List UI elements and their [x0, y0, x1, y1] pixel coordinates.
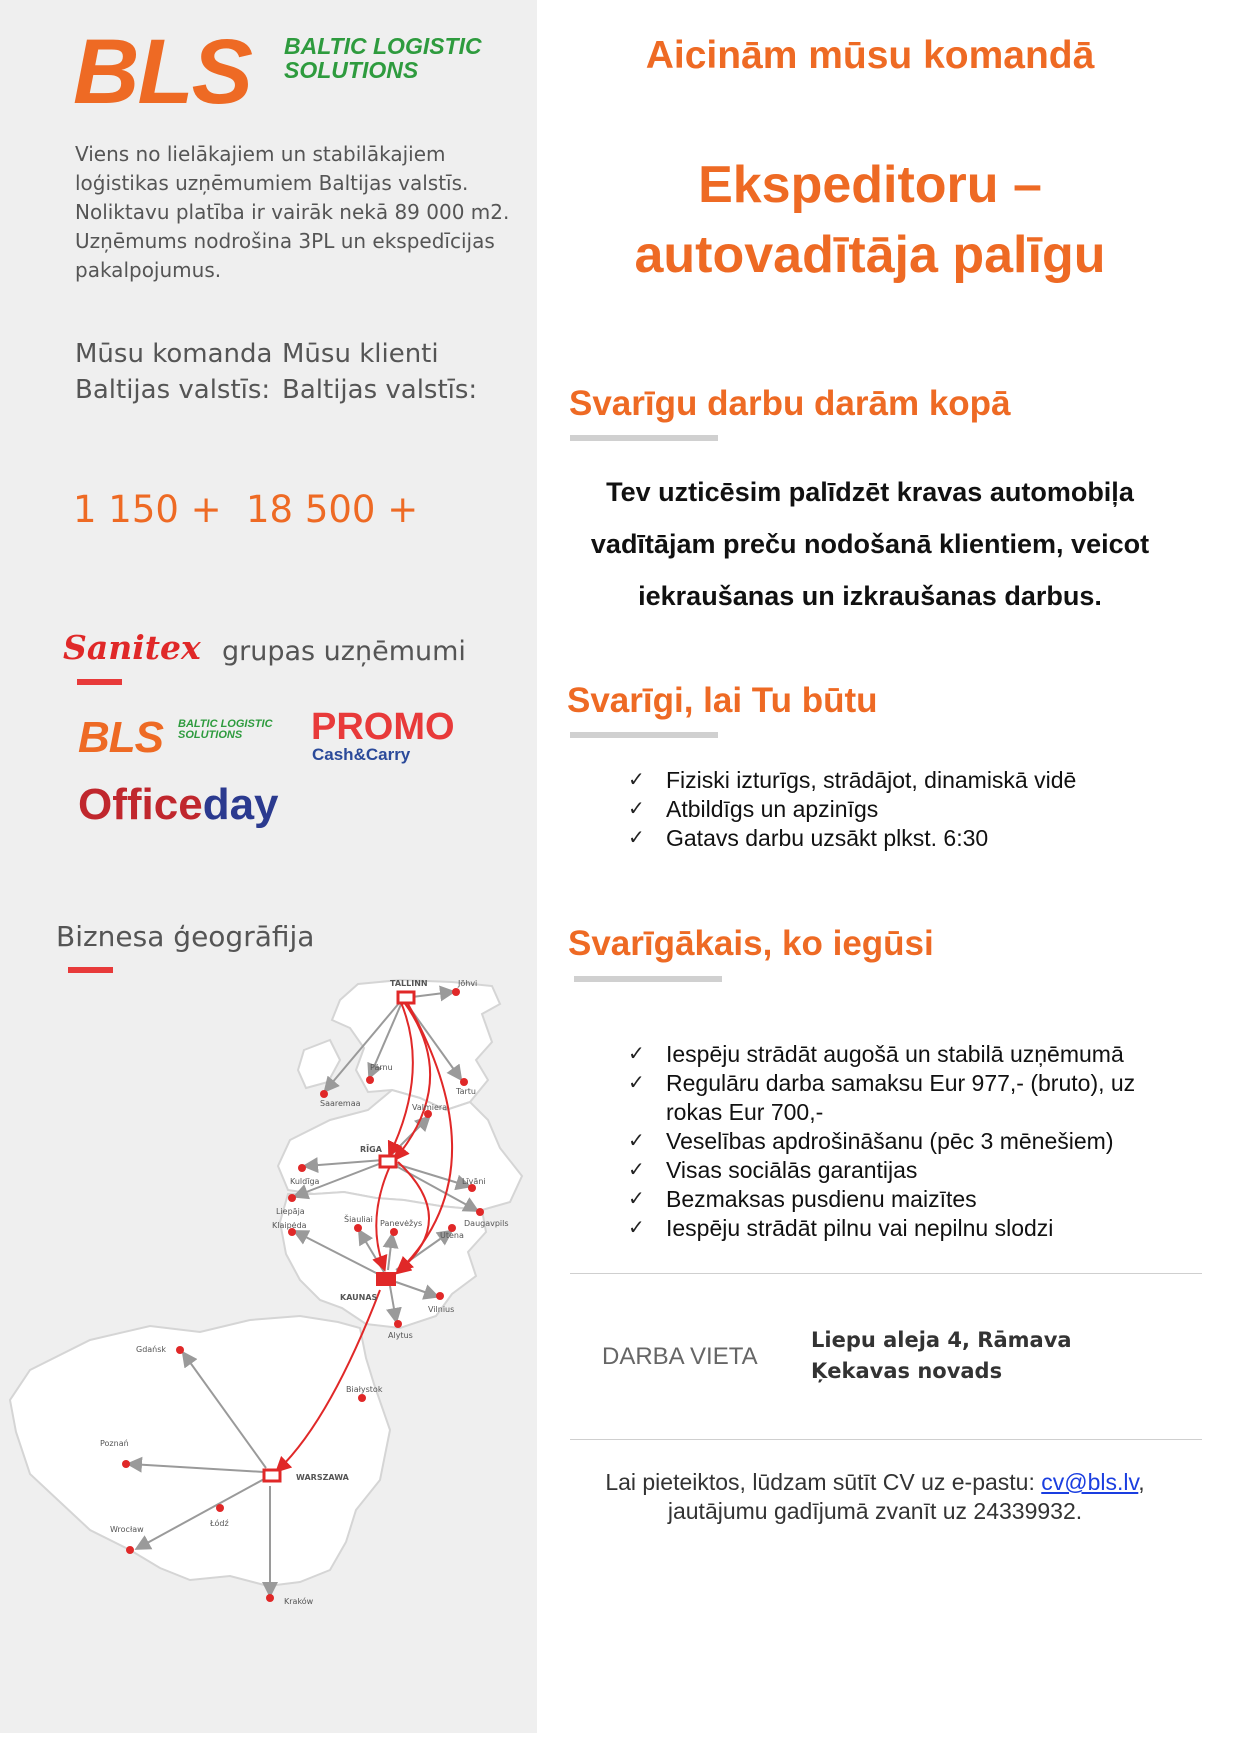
pin-saaremaa-icon [320, 1090, 328, 1098]
pin-bialystok-icon [358, 1394, 366, 1402]
checkmark-icon: ✓ [628, 798, 645, 820]
city-wroclaw: Wrocław [110, 1525, 144, 1534]
bls-small-sub-line2: SOLUTIONS [178, 729, 243, 741]
poland-shape [10, 1316, 390, 1586]
checkmark-icon: ✓ [628, 1043, 645, 1065]
section3-heading: Svarīgākais, ko iegūsi [568, 924, 934, 963]
list-item [628, 1214, 1188, 1243]
bls-logo-sub-line1: BALTIC LOGISTIC [284, 33, 482, 59]
list-item [628, 1185, 1188, 1214]
stat-clients-label-2: Baltijas valstīs: [282, 375, 478, 405]
pin-poznan-icon [122, 1460, 130, 1468]
stat-clients-label-1: Mūsu klienti [282, 339, 439, 369]
city-livani: Līvāni [462, 1177, 486, 1186]
hub-warszawa-icon [264, 1470, 280, 1481]
list-item-text: Fiziski izturīgs, strādājot, dinamiskā vidē [666, 767, 1077, 793]
invite-title: Aicinām mūsu komandā [645, 34, 1095, 77]
list-item-text: Veselības apdrošināšanu (pēc 3 mēnešiem) [666, 1128, 1114, 1154]
city-gdansk: Gdańsk [136, 1345, 167, 1354]
list-item [628, 1156, 1188, 1185]
city-bialystok: Białystok [346, 1385, 383, 1394]
company-intro: Viens no lielākajiem un stabilākajiem loģistikas uzņēmumiem Baltijas valstīs. Noliktavu platība ir vairāk nekā 89 000 m2. Uzņēmums nodrošina 3PL un ekspedīcijas pakalpojumus. [75, 142, 510, 282]
workplace-label: DARBA VIETA [602, 1343, 758, 1370]
city-siauliai: Šiauliai [344, 1215, 373, 1224]
hub-riga-icon [380, 1156, 396, 1167]
pin-liepaja-icon [288, 1194, 296, 1202]
city-tartu: Tartu [456, 1087, 476, 1096]
pin-krakow-icon [266, 1594, 274, 1602]
workplace-address-line1: Liepu aleja 4, Rāmava [811, 1328, 1072, 1352]
list-item [628, 795, 1188, 824]
bls-small-logo-subtitle [178, 719, 273, 741]
city-johvi: Jõhvi [458, 979, 478, 988]
stat-team-value: 1 150 + [73, 488, 222, 531]
bls-logo-sub-line2: SOLUTIONS [284, 57, 419, 83]
apply-text: Lai pieteiktos, lūdzam sūtīt CV uz e-pastu: [605, 1469, 1042, 1495]
checkmark-icon: ✓ [628, 827, 645, 849]
section1-text: Tev uzticēsim palīdzēt kravas automobiļa vadītājam preču nodošanā klientiem, veicot iekraušanas un izkraušanas darbus. [590, 477, 1150, 611]
city-klaipeda: Klaipėda [272, 1221, 307, 1230]
group-underline [77, 679, 122, 685]
list-item [628, 766, 1188, 795]
workplace-address-line2: Ķekavas novads [811, 1359, 1003, 1383]
hub-kaunas-icon [376, 1272, 396, 1286]
position-title [560, 150, 1180, 290]
benefits-list [628, 1040, 1188, 1243]
city-lodz: Łódź [210, 1519, 229, 1528]
section1-heading: Svarīgu darbu darām kopā [569, 384, 1011, 423]
pin-wroclaw-icon [126, 1546, 134, 1554]
city-warszawa: WARSZAWA [296, 1473, 349, 1482]
apply-line1 [560, 1468, 1190, 1497]
list-item-text: Regulāru darba samaksu Eur 977,- (bruto), uz rokas Eur 700,- [666, 1070, 1136, 1125]
list-item [628, 1040, 1188, 1069]
pin-alytus-icon [394, 1320, 402, 1328]
lithuania-shape [280, 1192, 486, 1328]
promo-logo-subtitle: Cash&Carry [312, 745, 411, 764]
stat-team-label-1: Mūsu komanda [75, 339, 273, 369]
checkmark-icon: ✓ [628, 1159, 645, 1181]
city-krakow: Kraków [284, 1597, 314, 1606]
requirements-list [628, 766, 1188, 853]
pin-panevezys-icon [390, 1228, 398, 1236]
pin-vilnius-icon [436, 1292, 444, 1300]
position-title-line1: Ekspeditoru – [698, 156, 1042, 214]
city-liepaja: Liepāja [276, 1207, 305, 1216]
city-daugavpils: Daugavpils [464, 1219, 509, 1228]
checkmark-icon: ✓ [628, 769, 645, 791]
divider-bottom [570, 1439, 1202, 1440]
city-parnu: Pärnu [370, 1063, 393, 1072]
bls-logo-subtitle [284, 34, 482, 82]
list-item-text: Visas sociālās garantijas [666, 1157, 918, 1183]
city-kaunas: KAUNAS [340, 1293, 378, 1302]
apply-comma: , [1138, 1469, 1145, 1495]
section2-underline [570, 732, 718, 738]
pin-parnu-icon [366, 1076, 374, 1084]
promo-logo: PROMO [311, 706, 455, 748]
officeday-logo-day: day [202, 780, 279, 829]
city-valmiera: Valmiera [412, 1103, 448, 1112]
officeday-logo-office: Office [78, 780, 203, 829]
city-alytus: Alytus [388, 1331, 413, 1340]
group-companies-label: grupas uzņēmumi [222, 636, 466, 667]
city-poznan: Poznań [100, 1439, 129, 1448]
section2-heading: Svarīgi, lai Tu būtu [567, 681, 878, 720]
list-item-text: Bezmaksas pusdienu maizītes [666, 1186, 977, 1212]
stat-team [75, 336, 272, 408]
list-item [628, 1069, 1188, 1127]
stat-clients [282, 336, 477, 408]
pin-lodz-icon [216, 1504, 224, 1512]
list-item-text: Gatavs darbu uzsākt plkst. 6:30 [666, 825, 989, 851]
city-saaremaa: Saaremaa [320, 1099, 361, 1108]
city-tallinn: TALLINN [390, 979, 428, 988]
city-riga: RĪGA [360, 1145, 382, 1154]
checkmark-icon: ✓ [628, 1130, 645, 1152]
apply-info [560, 1468, 1190, 1526]
list-item-text: Iespēju strādāt augošā un stabilā uzņēmumā [666, 1041, 1124, 1067]
list-item [628, 1127, 1188, 1156]
checkmark-icon: ✓ [628, 1072, 645, 1094]
bls-small-logo: BLS [78, 713, 163, 762]
section1-underline [570, 435, 718, 441]
checkmark-icon: ✓ [628, 1217, 645, 1239]
city-utena: Utena [440, 1231, 464, 1240]
section3-underline [574, 976, 722, 982]
stat-clients-value: 18 500 + [246, 488, 419, 531]
business-map [0, 970, 537, 1610]
hub-tallinn-icon [398, 992, 414, 1003]
latvia-shape [278, 1090, 522, 1210]
workplace-address [811, 1325, 1072, 1387]
checkmark-icon: ✓ [628, 1188, 645, 1210]
pin-gdansk-icon [176, 1346, 184, 1354]
divider-top [570, 1273, 1202, 1274]
bls-logo: BLS [73, 21, 251, 123]
geography-title: Biznesa ģeogrāfija [56, 920, 315, 953]
pin-siauliai-icon [354, 1224, 362, 1232]
pin-kuldiga-icon [298, 1164, 306, 1172]
pin-johvi-icon [452, 988, 460, 996]
position-title-line2: autovadītāja palīgu [634, 226, 1106, 284]
list-item-text: Iespēju strādāt pilnu vai nepilnu slodzi [666, 1215, 1054, 1241]
officeday-logo [78, 780, 279, 830]
list-item-text: Atbildīgs un apzinīgs [666, 796, 879, 822]
bls-small-sub-line1: BALTIC LOGISTIC [178, 718, 273, 730]
pin-daugavpils-icon [476, 1208, 484, 1216]
list-item [628, 824, 1188, 853]
sanitex-logo: Sanitex [63, 628, 201, 667]
pin-tartu-icon [460, 1078, 468, 1086]
email-link[interactable]: cv@bls.lv [1041, 1469, 1139, 1495]
stat-team-label-2: Baltijas valstīs: [75, 375, 271, 405]
city-vilnius: Vilnius [428, 1305, 455, 1314]
apply-line2: jautājumu gadījumā zvanīt uz 24339932. [667, 1498, 1083, 1524]
city-kuldiga: Kuldīga [290, 1177, 320, 1186]
city-panevezys: Panevėžys [380, 1219, 423, 1228]
